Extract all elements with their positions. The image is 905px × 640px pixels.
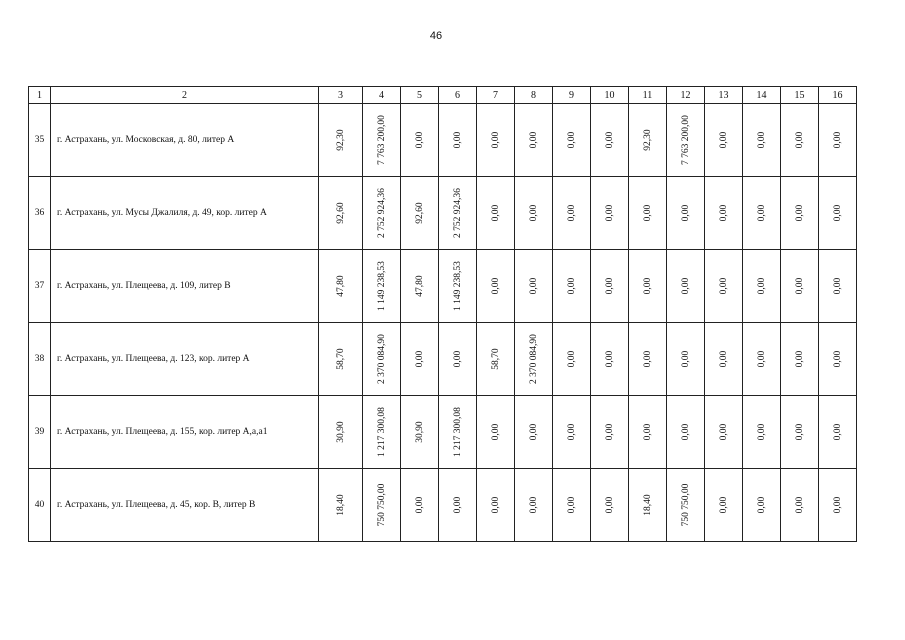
- value-cell: [781, 323, 819, 396]
- value-text: 0,00: [718, 277, 729, 295]
- value-text: 750 750,00: [680, 483, 691, 527]
- value-cell: [439, 469, 477, 542]
- value-text: 0,00: [490, 131, 501, 149]
- value-cell: [319, 177, 363, 250]
- value-text: 0,00: [832, 277, 843, 295]
- value-cell: [363, 396, 401, 469]
- column-header: 13: [705, 87, 743, 104]
- value-cell: [401, 104, 439, 177]
- value-cell: [629, 104, 667, 177]
- value-text: 0,00: [680, 204, 691, 222]
- value-text: 18,40: [642, 494, 653, 516]
- value-text: 1 217 300,08: [452, 407, 463, 457]
- row-number: 37: [29, 250, 51, 323]
- value-text: 47,80: [335, 275, 346, 297]
- value-text: 0,00: [832, 204, 843, 222]
- value-cell: [667, 104, 705, 177]
- value-text: 0,00: [490, 204, 501, 222]
- value-text: 0,00: [756, 496, 767, 514]
- row-number: 40: [29, 469, 51, 542]
- value-text: 92,60: [414, 202, 425, 224]
- value-cell: [667, 469, 705, 542]
- page-number: 46: [429, 30, 443, 42]
- value-cell: [591, 396, 629, 469]
- value-cell: [591, 177, 629, 250]
- value-cell: [515, 250, 553, 323]
- value-cell: [477, 104, 515, 177]
- value-text: 0,00: [452, 496, 463, 514]
- value-cell: [629, 177, 667, 250]
- value-text: 2 752 924,36: [376, 188, 387, 238]
- row-number: 39: [29, 396, 51, 469]
- value-text: 0,00: [566, 350, 577, 368]
- value-cell: [667, 177, 705, 250]
- value-cell: [591, 469, 629, 542]
- value-text: 92,30: [642, 129, 653, 151]
- table-row: [29, 104, 857, 177]
- value-text: 0,00: [528, 496, 539, 514]
- address-cell: г. Астрахань, ул. Плещеева, д. 109, литер В: [51, 250, 319, 323]
- value-text: 1 149 238,53: [376, 261, 387, 311]
- value-cell: [515, 396, 553, 469]
- registry-table: [28, 86, 857, 542]
- value-cell: [781, 250, 819, 323]
- value-cell: [319, 396, 363, 469]
- value-cell: [319, 104, 363, 177]
- address-cell: г. Астрахань, ул. Плещеева, д. 123, кор. литер А: [51, 323, 319, 396]
- value-text: 0,00: [718, 496, 729, 514]
- column-header: 16: [819, 87, 857, 104]
- value-text: 0,00: [604, 423, 615, 441]
- value-cell: [667, 250, 705, 323]
- value-text: 1 217 300,08: [376, 407, 387, 457]
- value-text: 0,00: [642, 277, 653, 295]
- value-text: 0,00: [642, 423, 653, 441]
- value-text: 0,00: [528, 277, 539, 295]
- value-text: 0,00: [832, 350, 843, 368]
- value-cell: [477, 177, 515, 250]
- value-text: 0,00: [718, 204, 729, 222]
- value-text: 0,00: [566, 131, 577, 149]
- value-text: 0,00: [566, 496, 577, 514]
- value-text: 7 763 200,00: [680, 115, 691, 165]
- value-cell: [363, 177, 401, 250]
- value-cell: [629, 469, 667, 542]
- value-text: 0,00: [414, 350, 425, 368]
- value-text: 0,00: [604, 204, 615, 222]
- value-text: 0,00: [794, 423, 805, 441]
- value-text: 0,00: [490, 277, 501, 295]
- value-cell: [401, 177, 439, 250]
- value-text: 0,00: [794, 131, 805, 149]
- value-text: 0,00: [756, 204, 767, 222]
- value-text: 0,00: [794, 277, 805, 295]
- column-header: 15: [781, 87, 819, 104]
- column-header: 10: [591, 87, 629, 104]
- column-header: 14: [743, 87, 781, 104]
- value-cell: [553, 396, 591, 469]
- row-number: 35: [29, 104, 51, 177]
- value-text: 0,00: [604, 131, 615, 149]
- value-text: 0,00: [832, 131, 843, 149]
- value-text: 0,00: [528, 204, 539, 222]
- value-text: 0,00: [604, 350, 615, 368]
- value-cell: [743, 250, 781, 323]
- column-header: 2: [51, 87, 319, 104]
- value-cell: [629, 323, 667, 396]
- value-cell: [705, 396, 743, 469]
- value-cell: [477, 323, 515, 396]
- value-text: 0,00: [756, 423, 767, 441]
- value-cell: [439, 250, 477, 323]
- value-text: 0,00: [756, 131, 767, 149]
- value-text: 0,00: [452, 131, 463, 149]
- value-cell: [819, 396, 857, 469]
- value-text: 0,00: [832, 496, 843, 514]
- value-cell: [477, 396, 515, 469]
- column-header: 1: [29, 87, 51, 104]
- value-text: 0,00: [566, 423, 577, 441]
- value-text: 0,00: [566, 204, 577, 222]
- value-text: 0,00: [528, 131, 539, 149]
- value-text: 0,00: [566, 277, 577, 295]
- column-header: 5: [401, 87, 439, 104]
- value-cell: [319, 323, 363, 396]
- value-text: 0,00: [414, 131, 425, 149]
- value-text: 0,00: [794, 350, 805, 368]
- value-text: 92,30: [335, 129, 346, 151]
- column-header: 8: [515, 87, 553, 104]
- value-cell: [401, 323, 439, 396]
- value-cell: [553, 323, 591, 396]
- value-cell: [439, 104, 477, 177]
- value-cell: [629, 250, 667, 323]
- table-row: [29, 396, 857, 469]
- value-cell: [515, 469, 553, 542]
- value-text: 0,00: [832, 423, 843, 441]
- value-cell: [553, 250, 591, 323]
- value-cell: [515, 323, 553, 396]
- row-number: 36: [29, 177, 51, 250]
- value-cell: [439, 323, 477, 396]
- value-text: 0,00: [718, 350, 729, 368]
- value-cell: [819, 177, 857, 250]
- header-row: [29, 87, 857, 104]
- value-text: 0,00: [490, 423, 501, 441]
- value-text: 30,90: [414, 421, 425, 443]
- value-text: 92,60: [335, 202, 346, 224]
- value-text: 0,00: [794, 204, 805, 222]
- value-text: 2 370 084,90: [376, 334, 387, 384]
- address-cell: г. Астрахань, ул. Плещеева, д. 155, кор. литер А,а,а1: [51, 396, 319, 469]
- column-header: 12: [667, 87, 705, 104]
- table-row: [29, 469, 857, 542]
- value-text: 0,00: [414, 496, 425, 514]
- value-text: 0,00: [604, 277, 615, 295]
- value-cell: [439, 396, 477, 469]
- value-text: 750 750,00: [376, 483, 387, 527]
- address-cell: г. Астрахань, ул. Плещеева, д. 45, кор. В, литер В: [51, 469, 319, 542]
- value-cell: [477, 469, 515, 542]
- column-header: 4: [363, 87, 401, 104]
- value-cell: [553, 104, 591, 177]
- value-text: 0,00: [756, 277, 767, 295]
- column-header: 6: [439, 87, 477, 104]
- value-cell: [743, 177, 781, 250]
- value-cell: [401, 396, 439, 469]
- value-text: 0,00: [490, 496, 501, 514]
- value-cell: [781, 104, 819, 177]
- value-cell: [363, 104, 401, 177]
- column-header: 7: [477, 87, 515, 104]
- value-cell: [743, 323, 781, 396]
- value-cell: [591, 104, 629, 177]
- value-cell: [705, 104, 743, 177]
- value-text: 0,00: [642, 204, 653, 222]
- value-cell: [781, 396, 819, 469]
- value-cell: [363, 323, 401, 396]
- value-cell: [819, 250, 857, 323]
- value-cell: [553, 177, 591, 250]
- value-text: 2 752 924,36: [452, 188, 463, 238]
- value-text: 0,00: [680, 350, 691, 368]
- value-cell: [629, 396, 667, 469]
- value-cell: [477, 250, 515, 323]
- value-cell: [553, 469, 591, 542]
- value-text: 58,70: [335, 348, 346, 370]
- value-text: 0,00: [642, 350, 653, 368]
- value-cell: [705, 177, 743, 250]
- column-header: 3: [319, 87, 363, 104]
- value-cell: [743, 104, 781, 177]
- value-text: 47,80: [414, 275, 425, 297]
- value-cell: [591, 250, 629, 323]
- value-text: 0,00: [680, 277, 691, 295]
- value-text: 0,00: [756, 350, 767, 368]
- value-text: 1 149 238,53: [452, 261, 463, 311]
- value-text: 0,00: [794, 496, 805, 514]
- row-number: 38: [29, 323, 51, 396]
- value-text: 0,00: [528, 423, 539, 441]
- column-header: 11: [629, 87, 667, 104]
- value-text: 7 763 200,00: [376, 115, 387, 165]
- value-cell: [439, 177, 477, 250]
- value-cell: [781, 177, 819, 250]
- value-cell: [401, 250, 439, 323]
- value-cell: [363, 469, 401, 542]
- value-text: 0,00: [718, 423, 729, 441]
- address-cell: г. Астрахань, ул. Московская, д. 80, литер А: [51, 104, 319, 177]
- value-cell: [319, 469, 363, 542]
- table-row: [29, 323, 857, 396]
- value-text: 2 370 084,90: [528, 334, 539, 384]
- value-text: 58,70: [490, 348, 501, 370]
- value-cell: [705, 469, 743, 542]
- value-cell: [667, 323, 705, 396]
- value-cell: [781, 469, 819, 542]
- value-text: 0,00: [604, 496, 615, 514]
- value-cell: [743, 396, 781, 469]
- value-text: 0,00: [452, 350, 463, 368]
- value-text: 30,90: [335, 421, 346, 443]
- value-cell: [705, 250, 743, 323]
- address-cell: г. Астрахань, ул. Мусы Джалиля, д. 49, кор. литер А: [51, 177, 319, 250]
- value-cell: [819, 104, 857, 177]
- value-cell: [743, 469, 781, 542]
- value-text: 0,00: [680, 423, 691, 441]
- value-text: 0,00: [718, 131, 729, 149]
- value-cell: [319, 250, 363, 323]
- value-cell: [401, 469, 439, 542]
- value-cell: [819, 323, 857, 396]
- value-cell: [667, 396, 705, 469]
- value-cell: [705, 323, 743, 396]
- table-row: [29, 250, 857, 323]
- value-cell: [515, 104, 553, 177]
- value-cell: [515, 177, 553, 250]
- column-header: 9: [553, 87, 591, 104]
- value-text: 18,40: [335, 494, 346, 516]
- value-cell: [819, 469, 857, 542]
- value-cell: [591, 323, 629, 396]
- value-cell: [363, 250, 401, 323]
- table-row: [29, 177, 857, 250]
